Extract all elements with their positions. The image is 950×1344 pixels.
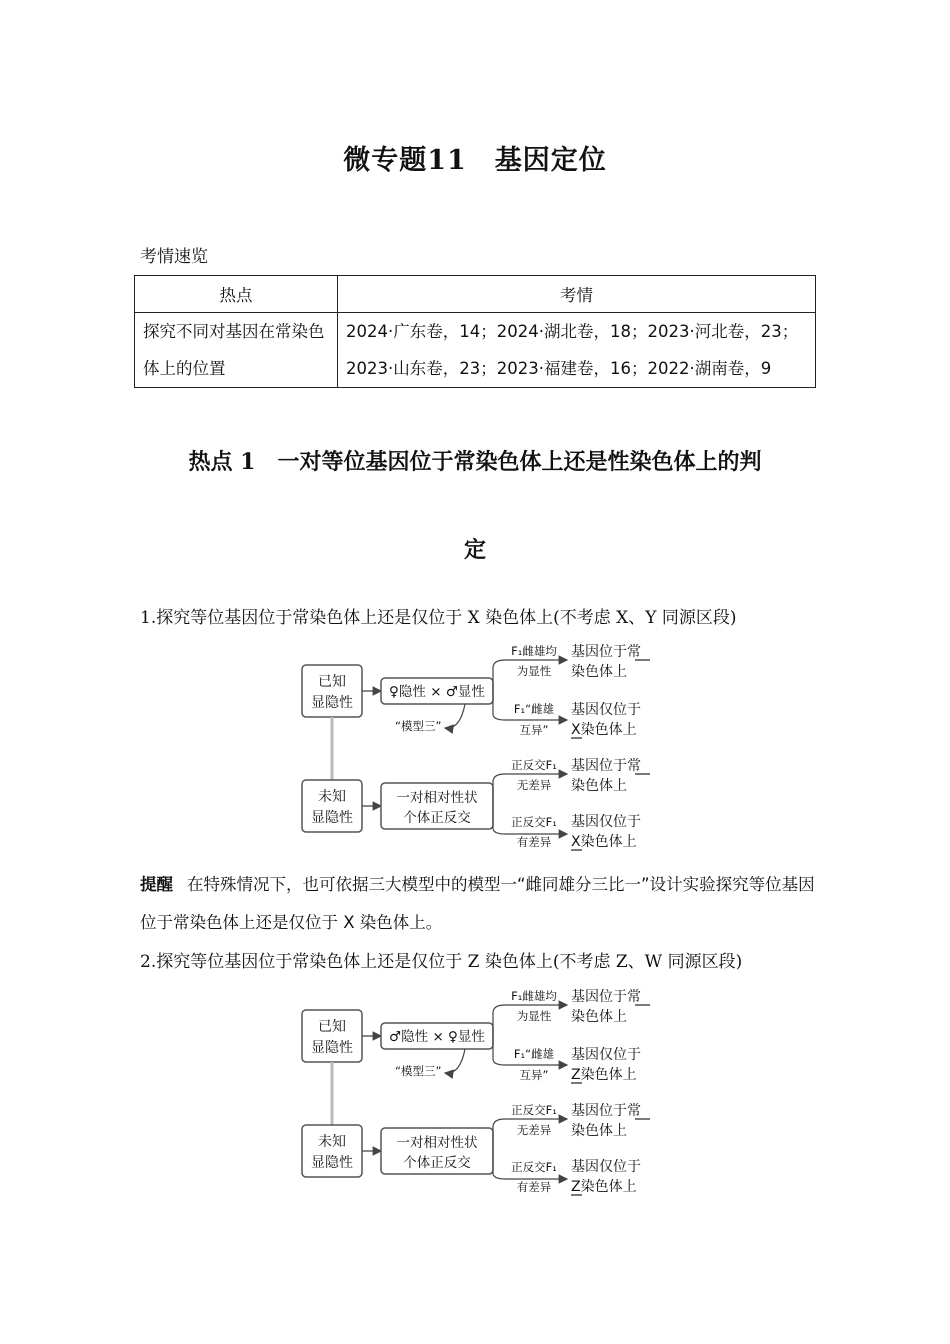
recip-label-1: 一对相对性状 bbox=[396, 1135, 478, 1151]
branch1-cond-1: F₁雌雄均 bbox=[511, 644, 557, 658]
branch1-cond-2: 为显性 bbox=[516, 1009, 552, 1023]
cross-label: ♂隐性 × ♀显性 bbox=[389, 1029, 485, 1045]
branch3-cond-1: 正反交F₁ bbox=[511, 758, 557, 772]
branch4-cond-1: 正反交F₁ bbox=[511, 1160, 557, 1174]
branch3-cond-1: 正反交F₁ bbox=[511, 1103, 557, 1117]
branch1-result-2: 染色体上 bbox=[571, 664, 627, 680]
table-row bbox=[135, 313, 816, 388]
item2-heading: 2.探究等位基因位于常染色体上还是仅位于 Z 染色体上(不考虑 Z、W 同源区段) bbox=[140, 952, 743, 972]
model-label: “模型三” bbox=[395, 1064, 442, 1078]
cell-hotspot: 探究不同对基因在常染色体上的位置 bbox=[135, 313, 338, 388]
known-label-2: 显隐性 bbox=[311, 695, 353, 711]
branch4-result-1: 基因仅位于 bbox=[571, 814, 641, 830]
branch3-cond-2: 无差异 bbox=[516, 1123, 552, 1137]
table-header-row bbox=[135, 276, 816, 313]
branch3-result-1: 基因位于常 bbox=[571, 1103, 641, 1119]
hotspot1-title-line1: 热点 1 一对等位基因位于常染色体上还是性染色体上的判 bbox=[188, 449, 762, 475]
unknown-label-1: 未知 bbox=[318, 1134, 346, 1150]
reminder-text: 在特殊情况下，也可依据三大模型中的模型一“雌同雄分三比一”设计实验探究等位基因位于常染色体上还是仅位于 X 染色体上。 bbox=[140, 875, 815, 932]
branch2-result-2: Z染色体上 bbox=[571, 1067, 637, 1083]
reminder-block bbox=[140, 866, 816, 942]
hotspot1-title-line2: 定 bbox=[463, 537, 486, 563]
known-label-2: 显隐性 bbox=[311, 1040, 353, 1056]
header-hotspot: 热点 bbox=[135, 276, 338, 313]
branch2-cond-1: F₁“雌雄 bbox=[513, 1047, 555, 1061]
unknown-label-2: 显隐性 bbox=[311, 1155, 353, 1171]
branch1-cond-2: 为显性 bbox=[516, 664, 552, 678]
overview-label: 考情速览 bbox=[140, 247, 208, 267]
branch3-result-2: 染色体上 bbox=[571, 1123, 627, 1139]
cross-label: ♀隐性 × ♂显性 bbox=[389, 684, 485, 700]
unknown-label-1: 未知 bbox=[318, 789, 346, 805]
branch1-result-1: 基因位于常 bbox=[571, 989, 641, 1005]
branch2-cond-2: 互异” bbox=[519, 1068, 549, 1082]
header-exam: 考情 bbox=[338, 276, 816, 313]
item1-heading: 1.探究等位基因位于常染色体上还是仅位于 X 染色体上(不考虑 X、Y 同源区段) bbox=[140, 608, 737, 628]
branch4-cond-2: 有差异 bbox=[516, 1180, 552, 1194]
recip-label-2: 个体正反交 bbox=[403, 1155, 471, 1171]
branch1-result-1: 基因位于常 bbox=[571, 644, 641, 660]
branch4-result-1: 基因仅位于 bbox=[571, 1159, 641, 1175]
branch2-cond-2: 互异” bbox=[519, 723, 549, 737]
page-title: 微专题11 基因定位 bbox=[343, 145, 607, 176]
exam-overview-table bbox=[134, 275, 816, 388]
unknown-label-2: 显隐性 bbox=[311, 810, 353, 826]
branch1-result-2: 染色体上 bbox=[571, 1009, 627, 1025]
branch2-result-1: 基因仅位于 bbox=[571, 702, 641, 718]
model-arrow bbox=[445, 704, 465, 728]
reminder-label: 提醒 bbox=[140, 875, 173, 894]
branch3-cond-2: 无差异 bbox=[516, 778, 552, 792]
known-label-1: 已知 bbox=[318, 674, 346, 690]
branch3-result-2: 染色体上 bbox=[571, 778, 627, 794]
flowchart-z-linkage bbox=[295, 985, 665, 1197]
branch2-cond-1: F₁“雌雄 bbox=[513, 702, 555, 716]
flowchart-x-linkage bbox=[295, 640, 665, 852]
branch2-result-1: 基因仅位于 bbox=[571, 1047, 641, 1063]
known-label-1: 已知 bbox=[318, 1019, 346, 1035]
recip-label-1: 一对相对性状 bbox=[396, 790, 478, 806]
branch2-result-2: X染色体上 bbox=[571, 722, 637, 738]
recip-label-2: 个体正反交 bbox=[403, 810, 471, 826]
branch4-result-2: X染色体上 bbox=[571, 834, 637, 850]
branch4-result-2: Z染色体上 bbox=[571, 1179, 637, 1195]
branch4-cond-1: 正反交F₁ bbox=[511, 815, 557, 829]
model-label: “模型三” bbox=[395, 719, 442, 733]
branch3-result-1: 基因位于常 bbox=[571, 758, 641, 774]
model-arrow bbox=[445, 1049, 465, 1073]
branch1-cond-1: F₁雌雄均 bbox=[511, 989, 557, 1003]
cell-exam: 2024·广东卷，14；2024·湖北卷，18；2023·河北卷，23；2023·山东卷，23；2023·福建卷，16；2022·湖南卷，9 bbox=[338, 313, 816, 388]
branch4-cond-2: 有差异 bbox=[516, 835, 552, 849]
